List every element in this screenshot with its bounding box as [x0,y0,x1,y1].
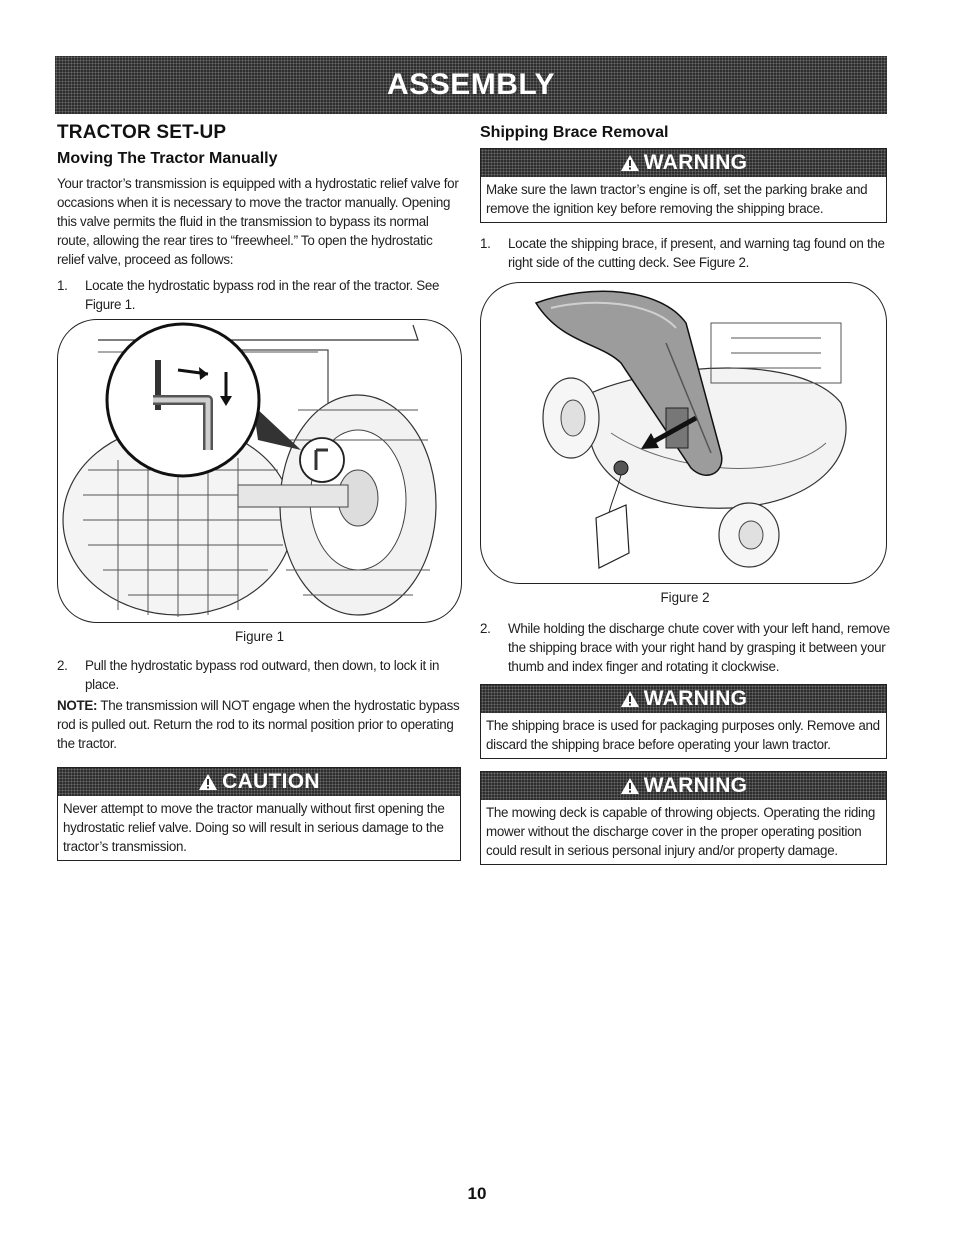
figure-2 [480,282,887,584]
warning-header [481,772,886,800]
warning-title: WARNING [643,774,748,797]
section-title: TRACTOR SET-UP [57,122,227,143]
warning-header [481,685,886,713]
wheel-front [543,378,599,458]
step-number: 2. [480,621,491,636]
warning-box-3 [480,771,887,865]
subsection-title-moving: Moving The Tractor Manually [57,150,278,167]
step-2-right [480,619,890,676]
banner-title: ASSEMBLY [387,68,555,101]
intro-paragraph: Your tractor’s transmission is equipped with a hydrostatic relief valve for occasions when it is necessary to move the tractor manually. Opening this valve permits the fluid in the transmission to bypass its normal route, allowing the rear tires to “freewheel.” To open the hydrostatic relief valve, proceed as follows: [57,176,459,267]
section-banner [55,56,887,114]
warning-title: WARNING [643,151,748,174]
rod-location-circle [300,438,344,482]
step-text: Pull the hydrostatic bypass rod outward, then down, to lock it in place. [85,658,440,692]
step-1-left [57,276,462,314]
step-text: Locate the shipping brace, if present, and warning tag found on the right side of the cutting deck. See Figure 2. [508,236,885,270]
page-number: 10 [467,1184,487,1203]
warning-triangle-icon [620,154,640,172]
warning-box-1 [480,148,887,223]
figure-2-caption: Figure 2 [660,590,710,605]
warning-text: The shipping brace is used for packaging purposes only. Remove and discard the shipping brace before operating your lawn tractor. [486,718,880,752]
caution-box [57,767,461,861]
figure-1 [57,319,462,623]
callout-pointer [253,405,301,450]
caution-title: CAUTION [222,770,320,793]
figure-2-illustration [481,283,886,583]
warning-triangle-icon [620,690,640,708]
step-number: 1. [480,236,491,251]
subsection-title-shipping: Shipping Brace Removal [480,124,669,141]
note-paragraph [57,696,462,753]
warning-box-2 [480,684,887,759]
step-1-right [480,234,890,272]
wheel-rear [719,503,779,567]
figure-1-caption: Figure 1 [234,629,285,644]
step-number: 1. [57,278,68,293]
right-column [480,122,890,865]
warning-triangle-icon [198,773,218,791]
step-2-left [57,656,462,694]
note-text: The transmission will NOT engage when the hydrostatic bypass rod is pulled out. Return the rod to its normal position prior to operating the tractor. [57,698,460,751]
warning-title: WARNING [643,687,748,710]
caution-header [58,768,460,796]
figure-1-illustration [58,320,461,622]
warning-text: Make sure the lawn tractor’s engine is off, set the parking brake and remove the ignition key before removing the shipping brace. [486,182,868,216]
step-text: While holding the discharge chute cover with your left hand, remove the shipping brace with your right hand by grasping it between your thumb and index finger and rotating it clockwise. [508,621,890,674]
warning-header [481,149,886,177]
step-number: 2. [57,658,68,673]
warning-triangle-icon [620,777,640,795]
step-text: Locate the hydrostatic bypass rod in the rear of the tractor. See Figure 1. [85,278,440,312]
left-column [57,122,462,861]
warning-text: The mowing deck is capable of throwing objects. Operating the riding mower without the discharge cover in the proper operating position could result in serious personal injury and/or property damage. [486,805,875,858]
mower-deck [591,368,846,508]
note-label: NOTE: [57,698,98,713]
caution-text: Never attempt to move the tractor manually without first opening the hydrostatic relief valve. Doing so will result in serious damage to the tractor’s transmission. [63,801,445,854]
